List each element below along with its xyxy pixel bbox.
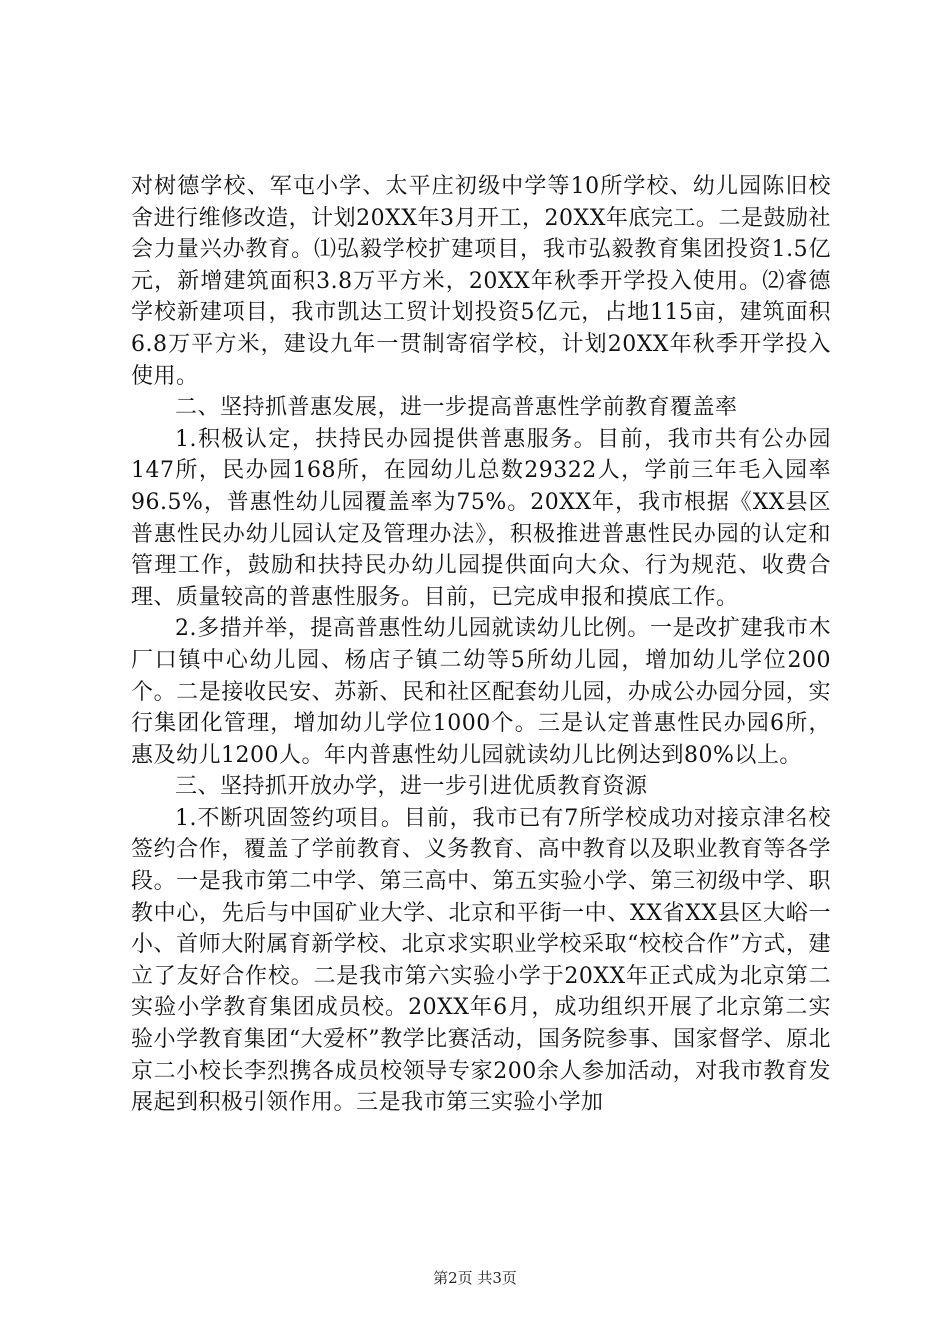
section-heading-3: 三、坚持抓开放办学，进一步引进优质教育资源: [175, 774, 648, 800]
paragraph-continuation: 对树德学校、军屯小学、太平庄初级中学等10所学校、幼儿园陈旧校舍进行维修改造，计划20XX年3月开工，20XX年底完工。二是鼓励社会力量兴办教育。⑴弘毅学校扩建项目，我市弘毅教育集团投资1.5亿元，新增建筑面积3.8万平方米，20XX年秋季开学投入使用。⑵睿德学校新建项目，我市凯达工贸计划投资5亿元，占地115亩，建筑面积6.8万平方米，建设九年一贯制寄宿学校，计划20XX年秋季开学投入使用。: [131, 174, 831, 389]
section-heading-2: 二、坚持抓普惠发展，进一步提高普惠性学前教育覆盖率: [175, 395, 738, 421]
document-body: [131, 171, 831, 1119]
paragraph-2-2: 2.多措并举，提高普惠性幼儿园就读幼儿比例。一是改扩建我市木厂口镇中心幼儿园、杨店子镇二幼等5所幼儿园，增加幼儿学位200个。二是接收民安、苏新、民和社区配套幼儿园，办成公办园分园，实行集团化管理，增加幼儿学位1000个。三是认定普惠性民办园6所，惠及幼儿1200人。年内普惠性幼儿园就读幼儿比例达到80%以上。: [131, 616, 831, 768]
paragraph-2-1: 1.积极认定，扶持民办园提供普惠服务。目前，我市共有公办园147所，民办园168所，在园幼儿总数29322人，学前三年毛入园率96.5%，普惠性幼儿园覆盖率为75%。20XX年，我市根据《XX县区普惠性民办幼儿园认定及管理办法》，积极推进普惠性民办园的认定和管理工作，鼓励和扶持民办幼儿园提供面向大众、行为规范、收费合理、质量较高的普惠性服务。目前，已完成申报和摸底工作。: [131, 426, 831, 610]
page-footer: 第2页 共3页: [433, 1269, 517, 1287]
paragraph-3-1: 1.不断巩固签约项目。目前，我市已有7所学校成功对接京津名校签约合作，覆盖了学前教育、义务教育、高中教育以及职业教育等各学段。一是我市第二中学、第三高中、第五实验小学、第三初级中学、职教中心，先后与中国矿业大学、北京和平街一中、XX省XX县区大峪一小、首师大附属育新学校、北京求实职业学校采取“校校合作”方式，建立了友好合作校。二是我市第六实验小学于20XX年正式成为北京第二实验小学教育集团成员校。20XX年6月，成功组织开展了北京第二实验小学教育集团“大爱杯”教学比赛活动，国务院参事、国家督学、原北京二小校长李烈携各成员校领导专家200余人参加活动，对我市教育发展起到积极引领作用。三是我市第三实验小学加: [131, 805, 831, 1116]
